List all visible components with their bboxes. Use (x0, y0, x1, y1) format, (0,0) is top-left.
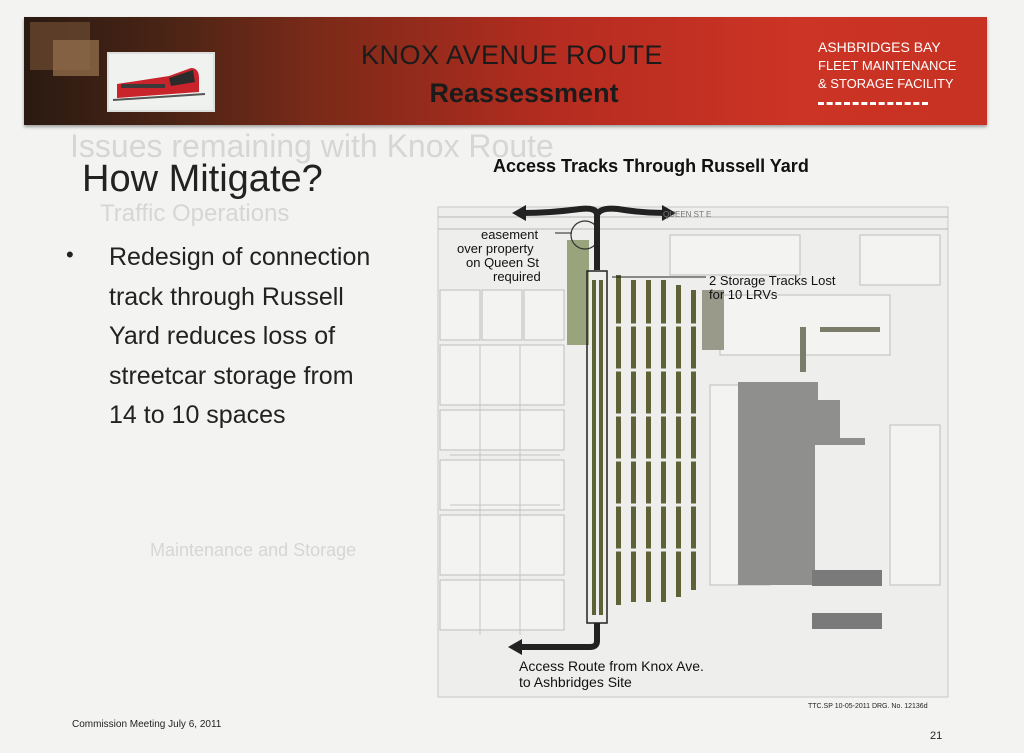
street-label: QUEEN ST E (663, 210, 712, 219)
route-label: Access Route from Knox Ave. (519, 658, 704, 674)
storage-label: 2 Storage Tracks Lost (709, 273, 836, 288)
logo-dash (818, 102, 928, 105)
banner-subtitle: Reassessment (429, 78, 619, 108)
easement-label: easement (481, 227, 539, 242)
meeting-footer: Commission Meeting July 6, 2011 (72, 719, 222, 730)
bullet-marker: • (66, 242, 74, 267)
easement-label: over property (457, 241, 534, 256)
bullet-text: streetcar storage from (109, 362, 354, 390)
bullet-text: track through Russell (109, 283, 344, 311)
bullet-text: Redesign of connection (109, 243, 371, 271)
page-number: 21 (930, 730, 943, 742)
ghost-text: Traffic Operations (100, 200, 290, 227)
bullet-text: 14 to 10 spaces (109, 401, 286, 429)
drawing-reference: TTC.SP 10-05-2011 DRG. No. 12136d (808, 703, 928, 710)
logo-text: ASHBRIDGES BAY (818, 39, 941, 55)
ghost-text: Issues remaining with Knox Route (70, 128, 554, 164)
easement-label: on Queen St (466, 255, 539, 270)
bullet-text: Yard reduces loss of (109, 322, 336, 350)
slide-heading: How Mitigate? (82, 158, 323, 200)
easement-label: required (493, 269, 541, 284)
route-label: to Ashbridges Site (519, 674, 632, 690)
logo-text: FLEET MAINTENANCE (818, 58, 957, 73)
map-title: Access Tracks Through Russell Yard (493, 156, 809, 176)
storage-label: for 10 LRVs (709, 287, 778, 302)
ghost-text: Maintenance and Storage (150, 540, 357, 560)
banner-title: KNOX AVENUE ROUTE (360, 40, 664, 70)
logo-text: & STORAGE FACILITY (818, 76, 954, 91)
